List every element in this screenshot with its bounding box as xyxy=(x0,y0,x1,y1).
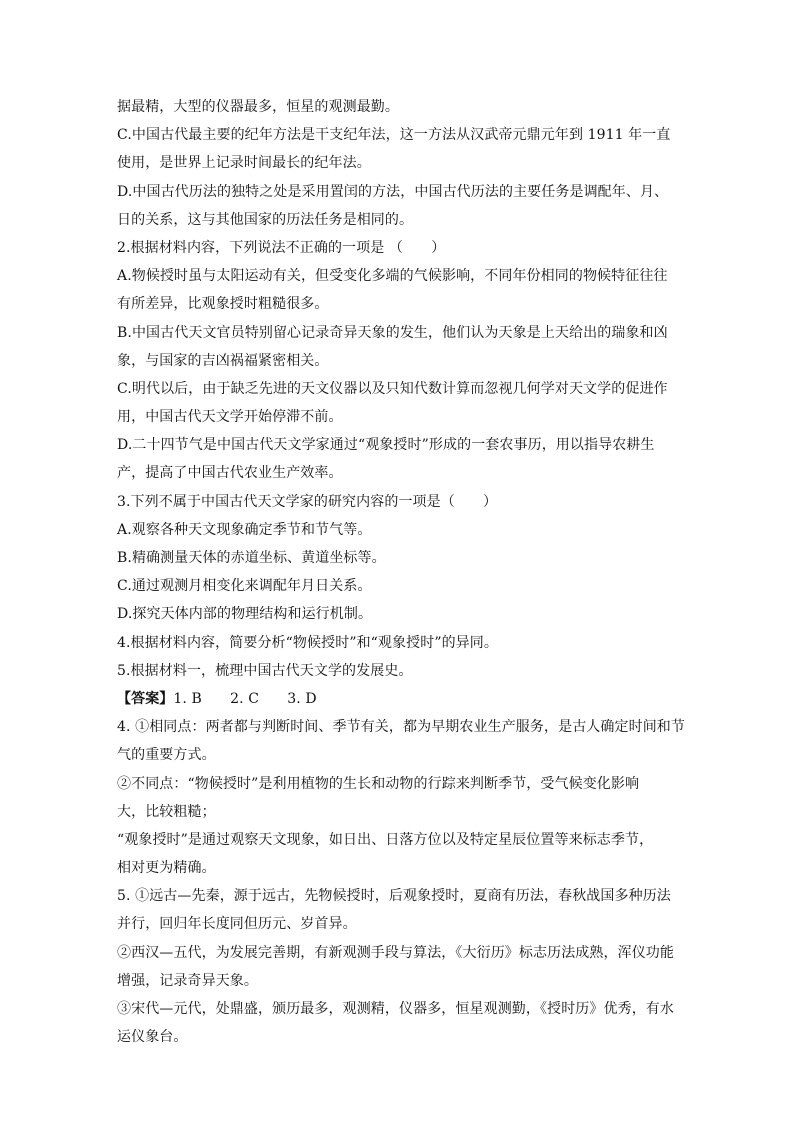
text-line: 产，提高了中国古代农业生产效率。 xyxy=(117,465,343,482)
answer-5-line: ②西汉—五代，为发展完善期，有新观测手段与算法，《大衍历》标志历法成熟，浑仪功能 xyxy=(117,944,674,961)
text-line: B.中国古代天文官员特别留心记录奇异天象的发生，他们认为天象是上天给出的瑞象和凶 xyxy=(117,324,668,341)
option-d: D.探究天体内部的物理结构和运行机制。 xyxy=(117,606,373,623)
answer-text: 1. B 2. C 3. D xyxy=(173,690,317,707)
text-line: 用，中国古代天文学开始停滞不前。 xyxy=(117,409,343,426)
answer-4-line: ②不同点：“物候授时”是利用植物的生长和动物的行踪来判断季节，受气候变化影响 xyxy=(117,775,640,792)
text-line: 象，与国家的吉凶祸福紧密相关。 xyxy=(117,352,329,369)
answer-4-line: 相对更为精确。 xyxy=(117,860,216,877)
document-body xyxy=(117,93,686,1051)
answer-4-line: 气的重要方式。 xyxy=(117,747,216,764)
text-line: 据最精，大型的仪器最多，恒星的观测最勤。 xyxy=(117,99,399,115)
question-4: 4.根据材料内容，简要分析“物候授时”和“观象授时”的异同。 xyxy=(117,634,498,651)
answer-4-line: 4. ①相同点：两者都与判断时间、季节有关，都为早期农业生产服务，是古人确定时间和节 xyxy=(117,719,686,736)
text-line: D.中国古代历法的独特之处是采用置闰的方法，中国古代历法的主要任务是调配年、月、 xyxy=(117,183,669,200)
answer-5-line: 运仪象台。 xyxy=(117,1029,188,1046)
answer-4-line: 大，比较粗糙； xyxy=(117,803,216,820)
answer-label: 【答案】 xyxy=(117,690,174,707)
text-line: 有所差异，比观象授时粗糙很多。 xyxy=(117,296,329,313)
answer-4-line: “观象授时”是通过观察天文现象，如日出、日落方位以及特定星辰位置等来标志季节， xyxy=(117,831,654,848)
question-5: 5.根据材料一，梳理中国古代天文学的发展史。 xyxy=(117,662,413,679)
question-3: 3.下列不属于中国古代天文学家的研究内容的一项是（ ） xyxy=(117,493,498,510)
text-line: 使用，是世界上记录时间最长的纪年法。 xyxy=(117,155,371,172)
option-a: A.观察各种天文现象确定季节和节气等。 xyxy=(117,521,372,538)
text-line: C.中国古代最主要的纪年方法是干支纪年法，这一方法从汉武帝元鼎元年到 1911 年一直 xyxy=(117,127,671,144)
text-line: C.明代以后，由于缺乏先进的天文仪器以及只知代数计算而忽视几何学对天文学的促进作 xyxy=(117,380,668,397)
question-2: 2.根据材料内容，下列说法不正确的一项是 （ ） xyxy=(117,239,446,256)
answer-5-line: 5. ①远古—先秦，源于远古，先物候授时，后观象授时，夏商有历法，春秋战国多种历法 xyxy=(117,888,671,905)
option-b: B.精确测量天体的赤道坐标、黄道坐标等。 xyxy=(117,550,386,566)
text-line: 日的关系，这与其他国家的历法任务是相同的。 xyxy=(117,211,414,228)
option-c: C.通过观测月相变化来调配年月日关系。 xyxy=(117,578,372,595)
answer-line xyxy=(117,685,677,713)
answer-5-line: 并行，回归年长度同但历元、岁首异。 xyxy=(117,916,357,933)
answer-5-line: 增强，记录奇异天象。 xyxy=(117,972,258,989)
text-line: D.二十四节气是中国古代天文学家通过“观象授时”形成的一套农事历，用以指导农耕生 xyxy=(117,437,655,454)
answer-5-line: ③宋代—元代，处鼎盛，颁历最多，观测精，仪器多，恒星观测勤，《授时历》优秀，有水 xyxy=(117,1001,674,1017)
text-line: A.物候授时虽与太阳运动有关，但受变化多端的气候影响，不同年份相同的物候特征往往 xyxy=(117,268,668,285)
